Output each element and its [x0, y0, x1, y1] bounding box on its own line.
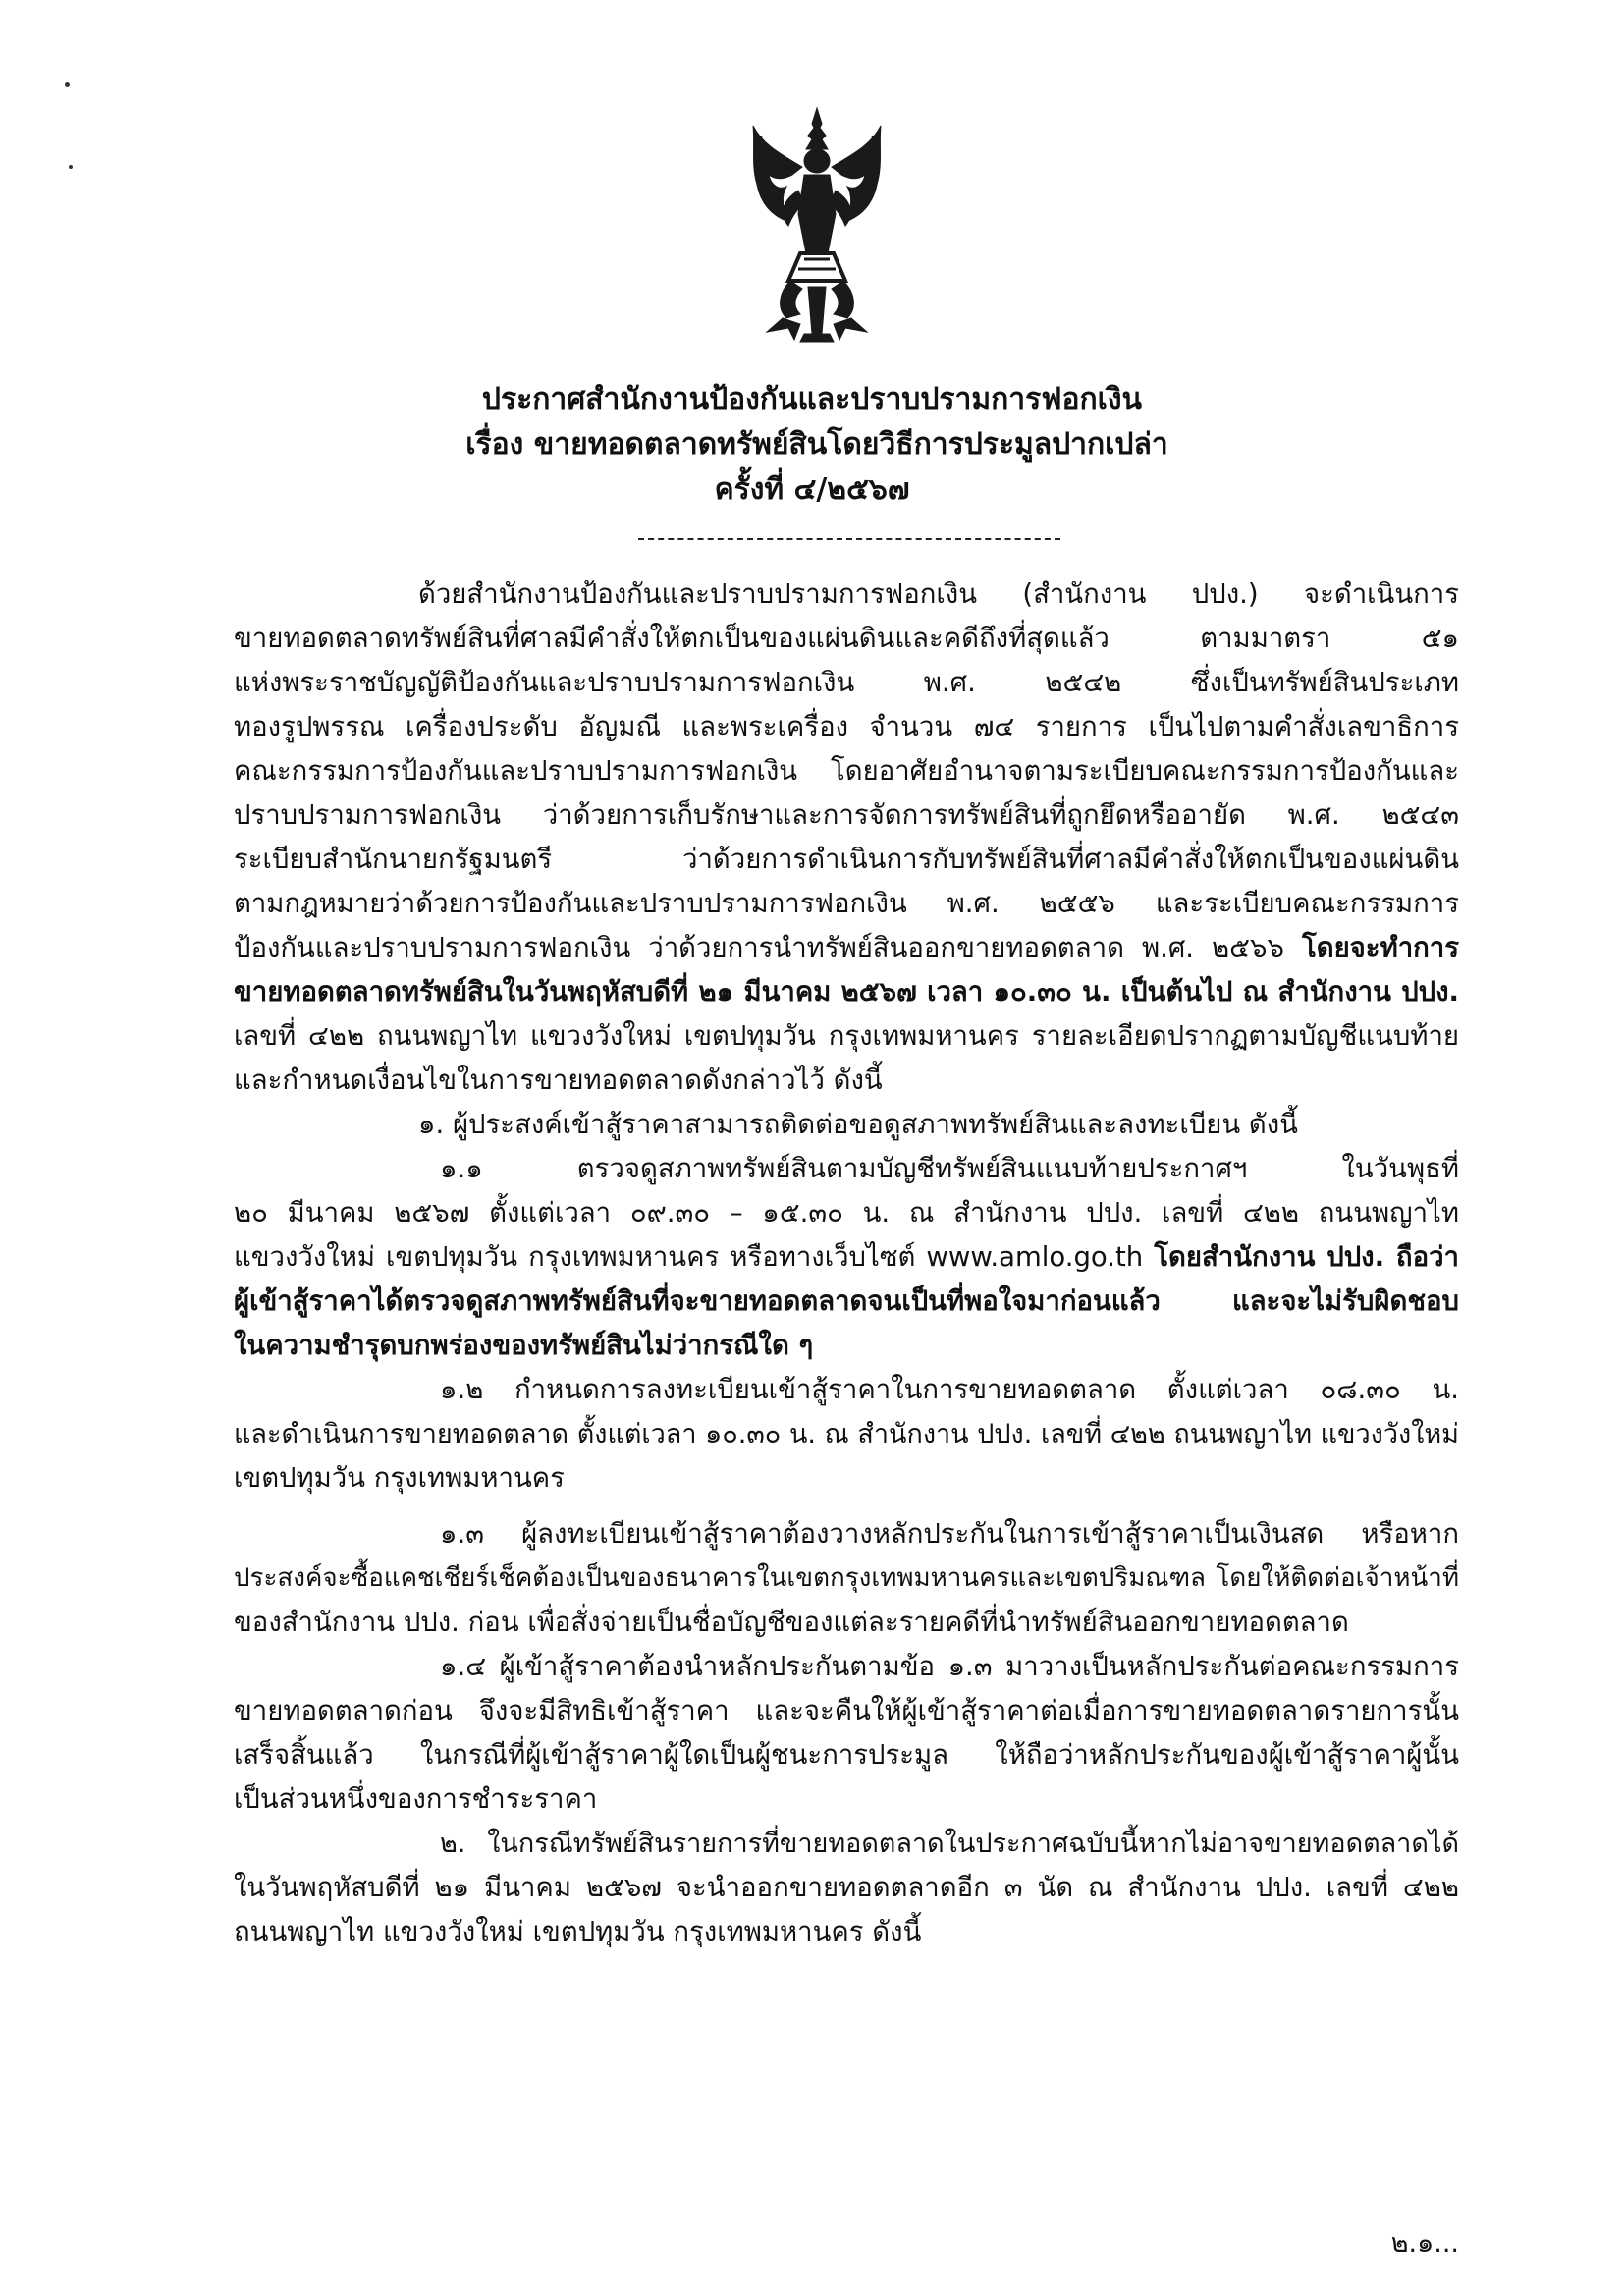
scan-speck	[65, 82, 70, 87]
body-line: ปราบปรามการฟอกเงิน ว่าด้วยการเก็บรักษาและการจัดการทรัพย์สินที่ถูกยึดหรืออายัด พ.ศ. ๒๕๔๓	[234, 799, 1459, 831]
body-line: เลขที่ ๔๒๒ ถนนพญาไท แขวงวังใหม่ เขตปทุมวัน กรุงเทพมหานคร รายละเอียดปรากฏตามบัญชีแนบท้าย	[234, 1020, 1459, 1052]
header-divider	[638, 538, 1060, 540]
body-line: ประสงค์จะซื้อแคชเชียร์เช็คต้องเป็นของธนาคารในเขตกรุงเทพมหานครและเขตปริมณฑล โดยให้ติดต่อเจ้าหน้าที่	[234, 1563, 1459, 1593]
body-line	[234, 1235, 1459, 1280]
body-line	[234, 1324, 1459, 1368]
body-line: ๑.๑ ตรวจดูสภาพทรัพย์สินตามบัญชีทรัพย์สินแนบท้ายประกาศฯ ในวันพุธที่	[440, 1153, 1459, 1184]
body-line: และกำหนดเงื่อนไขในการขายทอดตลาดดังกล่าวไว้ ดังนี้	[234, 1065, 883, 1096]
section-1-heading: ๑. ผู้ประสงค์เข้าสู้ราคาสามารถติดต่อขอดูสภาพทรัพย์สินและลงทะเบียน ดังนี้	[418, 1109, 1298, 1140]
body-line: ๑.๒ กำหนดการลงทะเบียนเข้าสู้ราคาในการขายทอดตลาด ตั้งแต่เวลา ๐๘.๓๐ น.	[440, 1374, 1459, 1405]
announcement-issue: ครั้งที่ ๔/๒๕๖๗	[714, 472, 910, 507]
body-line: ๒๐ มีนาคม ๒๕๖๗ ตั้งแต่เวลา ๐๙.๓๐ – ๑๕.๓๐ น. ณ สำนักงาน ปปง. เลขที่ ๔๒๒ ถนนพญาไท	[234, 1197, 1459, 1229]
announcement-title: ประกาศสำนักงานป้องกันและปราบปรามการฟอกเงิน	[481, 382, 1143, 416]
body-text-bold: โดยสำนักงาน ปปง. ถือว่า	[1154, 1241, 1459, 1273]
body-text: ป้องกันและปราบปรามการฟอกเงิน ว่าด้วยการนำทรัพย์สินออกขายทอดตลาด พ.ศ. ๒๕๖๖	[234, 932, 1302, 963]
body-line: ๑.๔ ผู้เข้าสู้ราคาต้องนำหลักประกันตามข้อ ๑.๓ มาวางเป็นหลักประกันต่อคณะกรรมการ	[440, 1651, 1459, 1682]
body-text: แขวงวังใหม่ เขตปทุมวัน กรุงเทพมหานคร หรือทางเว็บไซต์ www.amlo.go.th	[234, 1241, 1155, 1273]
body-line: ของสำนักงาน ปปง. ก่อน เพื่อสั่งจ่ายเป็นชื่อบัญชีของแต่ละรายคดีที่นำทรัพย์สินออกขายทอดตลาด	[234, 1607, 1349, 1638]
body-line	[234, 1280, 1459, 1324]
body-line: แห่งพระราชบัญญัติป้องกันและปราบปรามการฟอกเงิน พ.ศ. ๒๕๔๒ ซึ่งเป็นทรัพย์สินประเภท	[234, 667, 1459, 698]
body-line: ๑.๓ ผู้ลงทะเบียนเข้าสู้ราคาต้องวางหลักประกันในการเข้าสู้ราคาเป็นเงินสด หรือหาก	[440, 1518, 1459, 1550]
garuda-emblem-icon	[743, 106, 891, 344]
section-2-heading: ๒. ในกรณีทรัพย์สินรายการที่ขายทอดตลาดในประกาศฉบับนี้หากไม่อาจขายทอดตลาดได้	[440, 1829, 1459, 1859]
announcement-body	[234, 573, 1459, 1954]
body-line: ถนนพญาไท แขวงวังใหม่ เขตปทุมวัน กรุงเทพมหานคร ดังนี้	[234, 1916, 922, 1947]
body-line: คณะกรรมการป้องกันและปราบปรามการฟอกเงิน โดยอาศัยอำนาจตามระเบียบคณะกรรมการป้องกันและ	[234, 755, 1459, 787]
body-text-bold: ในความชำรุดบกพร่องของทรัพย์สินไม่ว่ากรณีใด ๆ	[234, 1330, 814, 1361]
body-line: ขายทอดตลาดทรัพย์สินที่ศาลมีคำสั่งให้ตกเป็นของแผ่นดินและคดีถึงที่สุดแล้ว ตามมาตรา ๕๑	[234, 623, 1459, 654]
body-text-bold: โดยจะทำการ	[1301, 932, 1459, 963]
body-text-bold: ผู้เข้าสู้ราคาได้ตรวจดูสภาพทรัพย์สินที่จะขายทอดตลาดจนเป็นที่พอใจมาก่อนแล้ว และจะไม่รับผิดชอบ	[234, 1285, 1459, 1317]
body-line	[234, 970, 1459, 1014]
body-line: ด้วยสำนักงานป้องกันและปราบปรามการฟอกเงิน (สำนักงาน ปปง.) จะดำเนินการ	[418, 578, 1459, 610]
body-line: เป็นส่วนหนึ่งของการชำระราคา	[234, 1783, 598, 1815]
body-line	[234, 926, 1459, 970]
body-line: ในวันพฤหัสบดีที่ ๒๑ มีนาคม ๒๕๖๗ จะนำออกขายทอดตลาดอีก ๓ นัด ณ สำนักงาน ปปง. เลขที่ ๔๒๒	[234, 1872, 1459, 1903]
body-line: ขายทอดตลาดก่อน จึงจะมีสิทธิเข้าสู้ราคา และจะคืนให้ผู้เข้าสู้ราคาต่อเมื่อการขายทอดตลาดรายการนั้น	[234, 1695, 1459, 1726]
body-line: เขตปทุมวัน กรุงเทพมหานคร	[234, 1462, 565, 1494]
body-line: ตามกฎหมายว่าด้วยการป้องกันและปราบปรามการฟอกเงิน พ.ศ. ๒๕๕๖ และระเบียบคณะกรรมการ	[234, 888, 1459, 919]
spacer	[234, 1501, 1459, 1512]
body-line: ทองรูปพรรณ เครื่องประดับ อัญมณี และพระเครื่อง จำนวน ๗๔ รายการ เป็นไปตามคำสั่งเลขาธิการ	[234, 711, 1459, 742]
body-line: เสร็จสิ้นแล้ว ในกรณีที่ผู้เข้าสู้ราคาผู้ใดเป็นผู้ชนะการประมูล ให้ถือว่าหลักประกันของผู้เข้าสู้ราคาผู้นั้น	[234, 1739, 1459, 1771]
announcement-subject: เรื่อง ขายทอดตลาดทรัพย์สินโดยวิธีการประมูลปากเปล่า	[465, 427, 1168, 462]
announcement-header	[0, 377, 1624, 513]
body-line: และดำเนินการขายทอดตลาด ตั้งแต่เวลา ๑๐.๓๐ น. ณ สำนักงาน ปปง. เลขที่ ๔๒๒ ถนนพญาไท แขวงวังใหม่	[234, 1419, 1459, 1449]
body-text-bold: ขายทอดตลาดทรัพย์สินในวันพฤหัสบดีที่ ๒๑ มีนาคม ๒๕๖๗ เวลา ๑๐.๓๐ น. เป็นต้นไป ณ สำนักงาน ปปง.	[234, 976, 1459, 1008]
scan-speck	[69, 165, 73, 169]
continuation-marker: ๒.๑...	[1390, 2228, 1459, 2259]
body-line: ระเบียบสำนักนายกรัฐมนตรี ว่าด้วยการดำเนินการกับทรัพย์สินที่ศาลมีคำสั่งให้ตกเป็นของแผ่นดิน	[234, 844, 1459, 875]
